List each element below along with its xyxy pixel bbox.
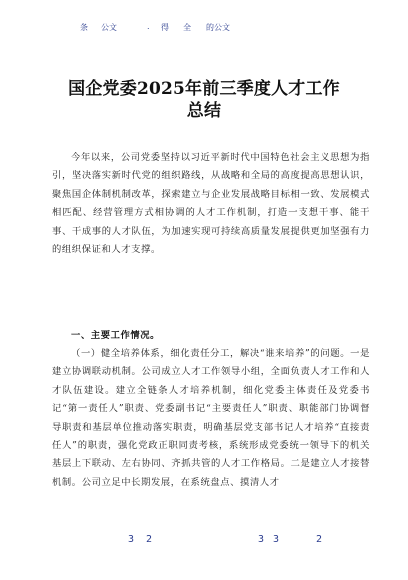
title-line-2: 总结	[186, 101, 222, 121]
intro-paragraph: 今年以来，公司党委坚持以习近平新时代中国特色社会主义思想为指引，坚决落实新时代党的组织路线，从战略和全局的高度提高思想认识，聚焦国企体制机制改革，探索建立与企业发展战略目标相一致、发展模式相匹配、经营管理方式相协调的人才工作机制，打造一支想干事、能干事、干成事的人才队伍，为加速实现可持续高质量发展提供更加坚强有力的组织保证和人才支撑。	[52, 152, 370, 256]
header-segment: 得	[161, 23, 169, 32]
header-segment: 全	[183, 23, 191, 32]
footer-segment: 2	[146, 534, 153, 545]
header-segment: 的公文	[206, 23, 230, 32]
footer-segment: 3	[273, 534, 280, 545]
body-paragraph: （一）健全培养体系，细化责任分工，解决“谁来培养”的问题。一是建立协调联动机制。公司成立人才工作领导小组，全面负责人才工作和人才队伍建设。建立全链条人才培养机制，细化党委主体责任及党委书记“第一责任人”职责、党委副书记“主要责任人”职责、职能部门协调督导职责和基层单位推动落实职责，明确基层党支部书记人才培养“直接责任人”的职责，强化党政正职同责考核，系统形成党委统一领导下的机关基层上下联动、左右协同、齐抓共管的人才工作格局。二是建立人才接替机制。公司立足中长期发展，在系统盘点、摸清人才	[52, 348, 370, 488]
page-header	[0, 22, 408, 36]
footer-segment: 3	[258, 534, 265, 545]
header-segment: 公文	[101, 23, 117, 32]
title-line-1: 国企党委2025年前三季度人才工作	[68, 79, 340, 99]
page-footer	[0, 534, 408, 548]
document-title	[0, 78, 408, 122]
header-segment: .	[147, 22, 150, 31]
footer-segment: 2	[316, 534, 323, 545]
section-heading: 一、主要工作情况。	[71, 330, 161, 341]
footer-segment: 3	[128, 534, 135, 545]
header-segment: 条	[80, 23, 88, 32]
